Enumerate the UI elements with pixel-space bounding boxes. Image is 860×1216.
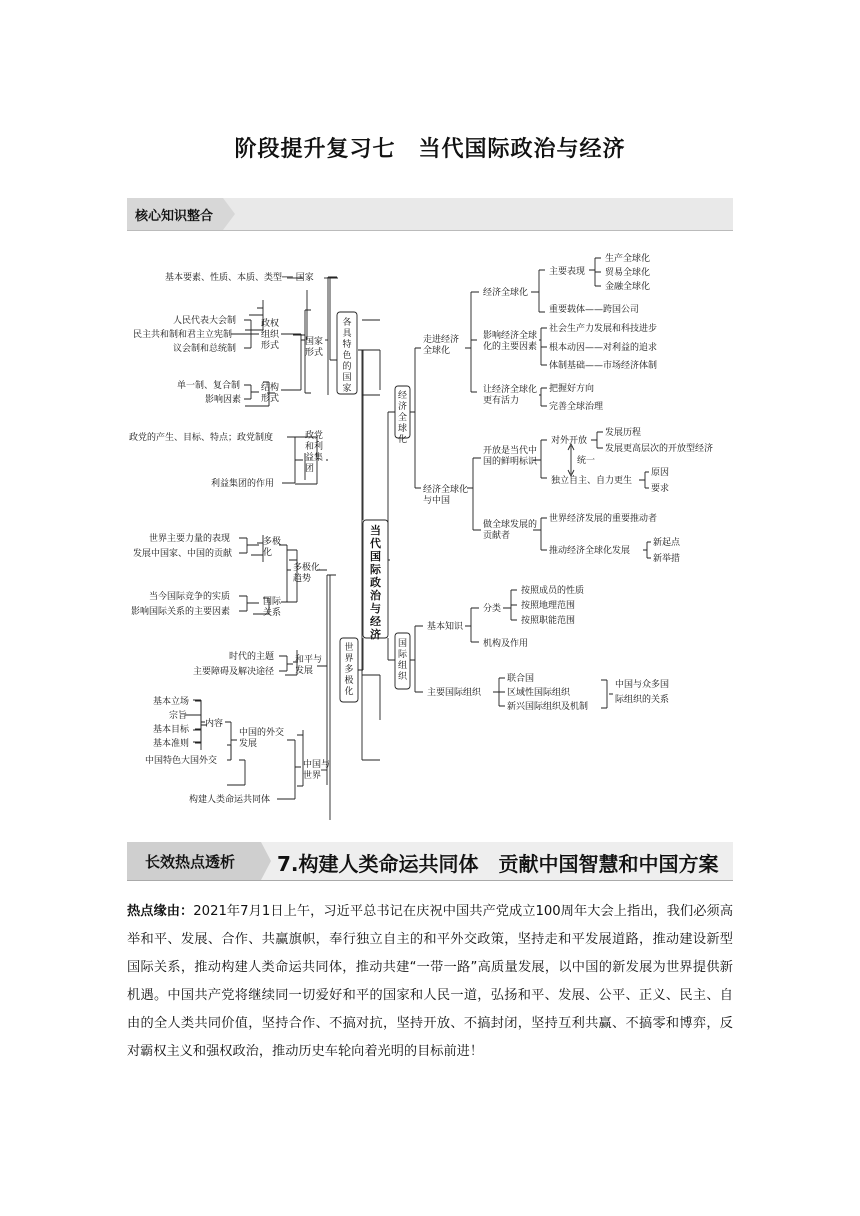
node-intl-relations: 关系 <box>263 608 282 618</box>
node-factor-item: 根本动因——对利益的追求 <box>549 343 658 353</box>
node-regime-item: 民主共和制和君主立宪制 <box>133 330 233 340</box>
node-parties: 益集 <box>305 453 324 463</box>
node-intl-relations-item: 影响国际关系的主要因素 <box>131 607 231 617</box>
node-regime-form: 形式 <box>261 341 280 351</box>
branch-label-multipolar: 世 <box>344 643 354 653</box>
node-self-reliance-item: 要求 <box>651 484 670 494</box>
node-multipolar-trend: 多极化 <box>293 563 321 573</box>
node-self-reliance-item: 原因 <box>651 468 670 478</box>
page-title: 阶段提升复习七 当代国际政治与经济 <box>234 137 626 162</box>
node-enter-globalization: 走进经济 <box>423 335 460 345</box>
node-enter-globalization: 全球化 <box>423 346 451 356</box>
connector-line <box>493 678 505 706</box>
node-institutions: 机构及作用 <box>483 639 529 649</box>
connector-line <box>503 590 517 620</box>
node-content-item: 宗旨 <box>169 711 188 721</box>
node-vitality-item: 完善全球治理 <box>549 402 604 412</box>
connector-line <box>601 680 613 708</box>
node-contributor: 做全球发展的 <box>483 520 538 530</box>
branch-label-states: 色 <box>342 351 352 361</box>
branch-label-intl-org: 组 <box>397 661 408 671</box>
node-factor-item: 体制基础——市场经济体制 <box>549 361 658 371</box>
node-intl-relations: 国际 <box>263 597 282 607</box>
node-major-org-item: 新兴国际组织及机制 <box>507 702 589 712</box>
connector-line <box>239 596 259 611</box>
center-node-label: 当 <box>370 524 381 537</box>
connector-line <box>467 458 481 530</box>
connector-line <box>185 701 205 743</box>
node-globalization-china: 与中国 <box>423 496 451 506</box>
node-manifestation-item: 生产全球化 <box>605 254 651 264</box>
node-peace-item: 时代的主题 <box>229 652 275 662</box>
node-major-org-item: 区域性国际组织 <box>507 688 571 698</box>
branch-label-states: 具 <box>342 329 352 339</box>
node-content-item: 基本目标 <box>153 725 190 735</box>
branch-label-globalization: 化 <box>397 435 408 445</box>
node-globalization-sub: 经济全球化 <box>483 288 529 298</box>
node-major-org-item: 联合国 <box>507 674 535 684</box>
node-classification-item: 按照成员的性质 <box>521 586 585 596</box>
hotspot-text: 2021年7月1日上午，习近平总书记在庆祝中国共产党成立100周年大会上指出，我们必须高举和平、发展、合作、共赢旗帜，奉行独立自主的和平外交政策，坚持走和平发展道路，推动建设新型国际关系，推动构建人类命运共同体，推动共建“一带一路”高质量发展，以中国的新发展为世界提供新机遇。中国共产党将继续同一切爱好和平的国家和人民一道，弘扬和平、发展、公平、正义、民主、自由的全人类共同价值，坚持合作、不搞对抗，坚持开放、不搞封闭，坚持互利共赢、不搞零和博弈，反对霸权主义和强权政治，推动历史车轮向着光明的目标前进！ <box>127 904 734 1059</box>
node-structure-form: 形式 <box>261 394 280 404</box>
connector-line <box>287 740 301 795</box>
node-promote-item: 新起点 <box>653 538 681 548</box>
node-self-reliance: 独立自主、自力更生 <box>551 476 633 486</box>
node-parties: 和利 <box>305 442 324 452</box>
connector-line <box>539 328 547 365</box>
branch-label-multipolar: 多 <box>344 665 354 675</box>
node-opening-item: 发展历程 <box>605 428 642 438</box>
node-opening-up: 对外开放 <box>551 436 588 446</box>
node-contributor-item: 推动经济全球化发展 <box>549 546 631 556</box>
node-peace-item: 主要障碍及解决途径 <box>193 667 275 677</box>
node-manifestation-item: 贸易全球化 <box>605 268 651 278</box>
knowledge-map-svg <box>127 230 733 820</box>
node-key-carrier: 重要载体——跨国公司 <box>549 305 640 315</box>
section2-tag-label: 长效热点透析 <box>145 853 236 871</box>
node-china-world: 世界 <box>303 771 322 781</box>
connector-line <box>225 722 237 740</box>
node-structure-form: 结构 <box>261 383 280 393</box>
node-main-manifestation: 主要表现 <box>549 267 586 277</box>
node-structure-item: 影响因素 <box>205 395 242 405</box>
center-node-label: 际 <box>370 563 381 576</box>
center-node-label: 济 <box>370 628 381 641</box>
node-state-basics: 基本要素、性质、本质、类型── 国家 <box>165 273 314 283</box>
center-node-label: 治 <box>370 589 381 602</box>
connector-line <box>227 740 231 760</box>
branch-label-states: 家 <box>342 384 352 394</box>
node-community-shared-future: 构建人类命运共同体 <box>189 795 271 805</box>
node-multipolarization: 多极 <box>263 537 282 547</box>
connector-line <box>410 292 479 488</box>
node-promote-item: 新举措 <box>653 554 681 564</box>
branch-label-states: 各 <box>342 318 352 328</box>
center-node-label: 与 <box>370 602 381 615</box>
node-china-diplomacy: 发展 <box>239 739 258 749</box>
connector-line <box>539 388 547 406</box>
branch-label-globalization: 经 <box>397 391 408 401</box>
branch-label-multipolar: 化 <box>344 687 354 697</box>
node-opening-item: 发展更高层次的开放型经济 <box>605 444 714 454</box>
node-regime-item: 人民代表大会制 <box>173 316 237 326</box>
node-china-world: 中国与 <box>303 760 331 770</box>
branch-label-intl-org: 织 <box>397 672 408 682</box>
node-major-orgs: 主要国际组织 <box>427 688 482 698</box>
section2-tag <box>127 842 261 880</box>
node-factors: 化的主要因素 <box>483 342 538 352</box>
section-tag-label: 核心知识整合 <box>135 209 214 224</box>
node-contributor: 贡献者 <box>483 531 511 541</box>
node-basic-knowledge: 基本知识 <box>427 622 464 632</box>
branch-label-globalization: 球 <box>397 424 408 434</box>
connector-line <box>639 472 649 488</box>
node-classification-item: 按照职能范围 <box>521 616 576 626</box>
connector-line <box>591 432 603 448</box>
branch-label-states: 特 <box>342 340 352 350</box>
node-content: 内容 <box>205 719 224 729</box>
connector-line <box>643 542 651 558</box>
branch-label-states: 国 <box>342 373 352 383</box>
node-regime-form: 政权 <box>261 319 280 329</box>
node-multipolar-item: 发展中国家、中国的贡献 <box>133 549 233 559</box>
connector-line <box>317 570 336 785</box>
node-regime-item: 议会制和总统制 <box>173 344 237 354</box>
node-state-form: 国家 <box>305 337 324 347</box>
branch-label-multipolar: 界 <box>344 654 354 664</box>
hotspot-label: 热点缘由： <box>127 904 194 919</box>
connector-line <box>589 258 601 286</box>
node-more-vitality: 更有活力 <box>483 396 520 406</box>
branch-label-globalization: 全 <box>397 413 408 423</box>
node-multipolarization: 化 <box>263 548 273 558</box>
node-classification: 分类 <box>483 604 502 614</box>
node-classification-item: 按照地理范围 <box>521 601 576 611</box>
node-parties: 政党 <box>305 431 324 441</box>
node-factors: 影响经济全球 <box>483 331 538 341</box>
node-multipolar-item: 世界主要力量的表现 <box>149 534 231 544</box>
connector-line <box>277 795 295 799</box>
section-header-core <box>127 198 733 231</box>
node-structure-item: 单一制、复合制 <box>177 381 241 391</box>
node-manifestation-item: 金融全球化 <box>605 282 651 292</box>
node-multipolar-trend: 趋势 <box>293 574 312 584</box>
node-parties-item: 利益集团的作用 <box>211 479 275 489</box>
connector-line <box>531 270 545 312</box>
node-contributor-item: 世界经济发展的重要推动者 <box>549 514 658 524</box>
node-china-orgs-relation: 中国与众多国 <box>615 680 670 690</box>
node-big-power-diplomacy: 中国特色大国外交 <box>145 756 218 766</box>
branch-label-globalization: 济 <box>397 402 408 412</box>
branch-label-intl-org: 际 <box>397 650 408 660</box>
knowledge-map <box>127 230 733 820</box>
section-header-hotspot <box>127 842 733 881</box>
section-tag <box>127 198 223 230</box>
node-intl-relations-item: 当今国际竞争的实质 <box>149 592 231 602</box>
node-content-item: 基本立场 <box>153 697 190 707</box>
node-more-vitality: 让经济全球化 <box>483 385 538 395</box>
node-state-form: 形式 <box>305 348 324 358</box>
node-peace-development: 和平与 <box>295 655 323 665</box>
connector-line <box>568 444 574 476</box>
node-globalization-china: 经济全球化 <box>423 485 469 495</box>
connector-line <box>244 385 259 399</box>
branch-label-multipolar: 极 <box>344 676 354 686</box>
hotspot-paragraph <box>127 898 733 1066</box>
connector-line <box>410 608 479 692</box>
node-peace-development: 发展 <box>295 666 314 676</box>
node-vitality-item: 把握好方向 <box>549 384 595 394</box>
node-regime-form: 组织 <box>261 330 280 340</box>
center-node-label: 代 <box>370 537 381 550</box>
branch-label-intl-org: 国 <box>397 639 408 649</box>
node-china-diplomacy: 中国的外交 <box>239 728 285 738</box>
connector-line <box>328 277 337 395</box>
branch-label-states: 的 <box>342 362 352 372</box>
center-node-label: 政 <box>370 576 381 589</box>
node-parties: 团 <box>305 464 315 474</box>
node-opening: 国的鲜明标识 <box>483 457 538 467</box>
node-china-orgs-relation: 际组织的关系 <box>615 695 670 705</box>
center-node-label: 国 <box>370 550 381 563</box>
center-node-label: 经 <box>370 615 381 628</box>
section2-heading: 7.构建人类命运共同体 贡献中国智慧和中国方案 <box>277 852 719 876</box>
node-content-item: 基本准则 <box>153 739 190 749</box>
node-parties-item: 政党的产生、目标、特点；政党制度 <box>129 433 274 443</box>
node-unity: 统一 <box>577 456 596 466</box>
node-factor-item: 社会生产力发展和科技进步 <box>549 324 658 334</box>
node-opening: 开放是当代中 <box>483 446 538 456</box>
